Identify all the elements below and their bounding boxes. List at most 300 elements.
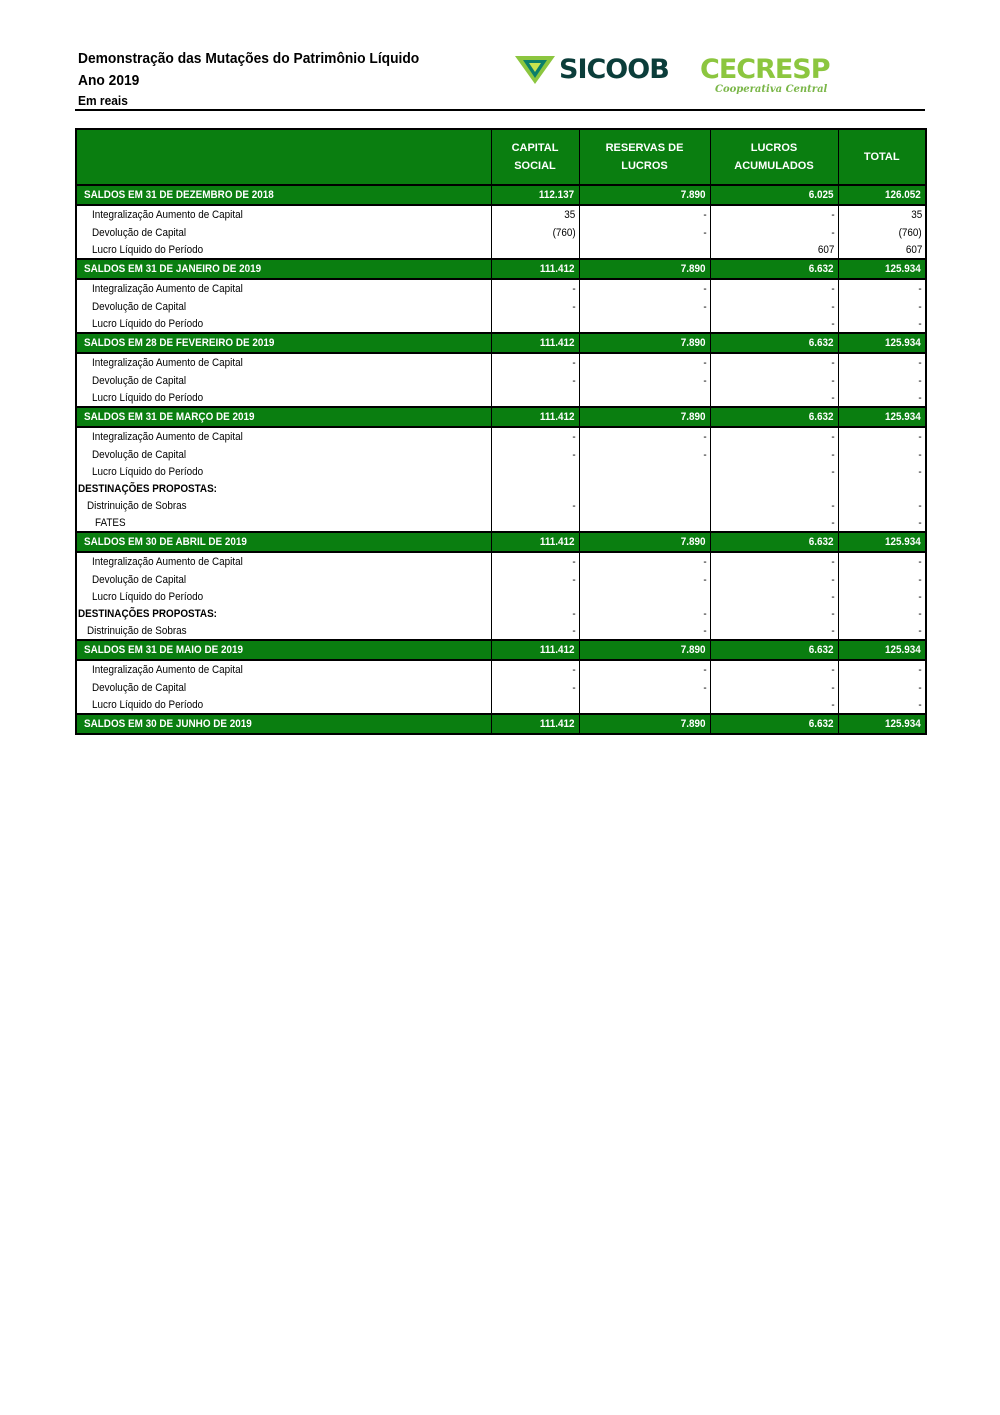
balance-value-text: 6.632 — [808, 718, 834, 730]
balance-value-text: 6.632 — [808, 644, 834, 656]
movement-value-text: - — [918, 573, 922, 586]
balance-value-text: 112.137 — [539, 189, 575, 201]
balance-row — [76, 259, 926, 279]
movement-value-text: - — [831, 698, 835, 711]
movement-value-text: 607 — [817, 243, 835, 256]
movement-value — [491, 622, 579, 640]
movement-label — [76, 497, 491, 514]
balance-value — [579, 407, 710, 427]
movement-value-text: - — [831, 624, 835, 637]
movement-value-text: (760) — [898, 226, 922, 239]
movement-value-text: - — [918, 448, 922, 461]
logo-tagline: Cooperativa Central — [715, 84, 828, 95]
movement-value — [710, 372, 838, 389]
movement-value — [579, 696, 710, 714]
movement-value-text: 35 — [910, 209, 922, 221]
balance-row — [76, 407, 926, 427]
movement-value — [491, 224, 579, 241]
movement-value-text: - — [831, 465, 835, 478]
movement-label — [76, 622, 491, 640]
movement-value-text: - — [831, 664, 835, 676]
movement-value — [838, 497, 926, 514]
movement-label — [76, 514, 491, 532]
movement-value-text: - — [918, 431, 922, 443]
column-header-line: TOTAL — [863, 151, 900, 163]
movement-value — [710, 660, 838, 679]
movement-value — [710, 241, 838, 259]
movement-label-text: Devolução de Capital — [92, 300, 187, 313]
movement-label — [76, 480, 491, 497]
movement-value — [710, 315, 838, 333]
movement-value — [710, 514, 838, 532]
movement-value-text: - — [703, 607, 707, 620]
movement-label — [76, 446, 491, 463]
movement-value — [491, 427, 579, 446]
sicoob-cecresp-logo — [515, 52, 835, 102]
movement-row — [76, 315, 926, 333]
movement-label — [76, 315, 491, 333]
movement-value — [579, 679, 710, 696]
movement-value — [838, 372, 926, 389]
balance-value — [838, 407, 926, 427]
movement-value-text: - — [831, 431, 835, 443]
movement-value — [579, 389, 710, 407]
movement-value-text: 35 — [564, 209, 576, 221]
movement-value — [838, 660, 926, 679]
balance-value-text: 7.890 — [680, 718, 706, 730]
balance-value — [579, 333, 710, 353]
movement-value — [710, 205, 838, 224]
movement-value — [579, 372, 710, 389]
movement-label-text: Distrinuição de Sobras — [87, 499, 187, 512]
balance-label — [76, 714, 491, 734]
balance-row — [76, 714, 926, 734]
movement-value-text: - — [703, 431, 707, 443]
balance-label — [76, 407, 491, 427]
movement-value — [838, 514, 926, 532]
movement-label — [76, 552, 491, 571]
movement-value — [579, 622, 710, 640]
movement-value — [579, 224, 710, 241]
movement-value-text: - — [831, 226, 835, 239]
column-header — [710, 129, 838, 185]
movement-row — [76, 497, 926, 514]
movement-value — [491, 679, 579, 696]
balance-value-text: 7.890 — [680, 189, 706, 201]
balance-value-text: 111.412 — [539, 644, 575, 656]
balance-value — [491, 185, 579, 205]
balance-label — [76, 259, 491, 279]
column-header — [579, 129, 710, 185]
logo-entity: CECRESP — [700, 54, 830, 85]
movement-value — [579, 552, 710, 571]
balance-value-text: 7.890 — [680, 337, 706, 349]
balance-value-text: 126.052 — [885, 189, 921, 201]
movement-label-text: Devolução de Capital — [92, 448, 187, 461]
balance-value-text: 7.890 — [680, 263, 706, 275]
movement-value-text: - — [918, 556, 922, 568]
movement-label — [76, 205, 491, 224]
movement-label — [76, 241, 491, 259]
movement-value — [491, 389, 579, 407]
movement-value-text: - — [703, 624, 707, 637]
movement-value-text: - — [703, 374, 707, 387]
movement-value — [491, 315, 579, 333]
column-header-line: CAPITAL — [511, 142, 559, 154]
balance-value — [579, 640, 710, 660]
movement-row — [76, 241, 926, 259]
movement-value — [491, 298, 579, 315]
balance-value — [710, 532, 838, 552]
movement-value — [710, 480, 838, 497]
movement-value-text: - — [918, 374, 922, 387]
movement-value-text: (760) — [552, 226, 576, 239]
movement-value — [579, 463, 710, 480]
balance-value — [579, 185, 710, 205]
movement-label — [76, 696, 491, 714]
movement-value-text: - — [831, 317, 835, 330]
movement-value — [579, 241, 710, 259]
column-header-line: LUCROS — [750, 142, 798, 154]
balance-value-text: 6.632 — [808, 536, 834, 548]
movement-value-text: - — [918, 624, 922, 637]
balance-value-text: 125.934 — [885, 536, 921, 548]
movement-row — [76, 480, 926, 497]
movement-value-text: - — [831, 300, 835, 313]
balance-value — [710, 185, 838, 205]
movement-row — [76, 279, 926, 298]
balance-value-text: 125.934 — [885, 718, 921, 730]
movement-label — [76, 679, 491, 696]
balance-value-text: 125.934 — [885, 263, 921, 275]
movement-value — [491, 552, 579, 571]
balance-value — [710, 333, 838, 353]
movement-value — [838, 224, 926, 241]
movement-value — [579, 205, 710, 224]
movement-value-text: - — [572, 607, 576, 620]
movement-value-text: - — [572, 573, 576, 586]
movement-value-text: - — [918, 698, 922, 711]
balance-label-text: SALDOS EM 30 DE JUNHO DE 2019 — [84, 718, 252, 730]
movement-value-text: - — [918, 317, 922, 330]
movement-value-text: - — [831, 590, 835, 603]
movement-row — [76, 679, 926, 696]
movement-value — [710, 622, 838, 640]
movement-row — [76, 660, 926, 679]
movement-value-text: - — [918, 465, 922, 478]
balance-label-text: SALDOS EM 31 DE MAIO DE 2019 — [84, 644, 244, 656]
movement-value — [838, 588, 926, 605]
balance-row — [76, 532, 926, 552]
equity-statement-table — [75, 128, 927, 735]
balance-label — [76, 532, 491, 552]
movement-value — [838, 353, 926, 372]
movement-label-text: Lucro Líquido do Período — [92, 465, 204, 478]
movement-value — [710, 389, 838, 407]
balance-label — [76, 185, 491, 205]
movement-value-text: - — [572, 374, 576, 387]
movement-value — [579, 588, 710, 605]
movement-value-text: - — [918, 590, 922, 603]
balance-value-text: 7.890 — [680, 411, 706, 423]
movement-row — [76, 622, 926, 640]
balance-label-text: SALDOS EM 30 DE ABRIL DE 2019 — [84, 536, 247, 548]
movement-value — [491, 446, 579, 463]
movement-label-text: Lucro Líquido do Período — [92, 590, 204, 603]
movement-value-text: - — [703, 556, 707, 568]
movement-value — [710, 353, 838, 372]
balance-value — [838, 532, 926, 552]
balance-value — [838, 259, 926, 279]
balance-value — [710, 714, 838, 734]
balance-value — [491, 532, 579, 552]
movement-label — [76, 389, 491, 407]
movement-value — [710, 605, 838, 622]
balance-row — [76, 185, 926, 205]
balance-value — [838, 714, 926, 734]
movement-value — [491, 571, 579, 588]
movement-row — [76, 298, 926, 315]
movement-value-text: - — [703, 357, 707, 369]
movement-value-text: - — [918, 607, 922, 620]
movement-value — [491, 497, 579, 514]
movement-value — [579, 571, 710, 588]
movement-value-text: - — [831, 448, 835, 461]
movement-value — [710, 679, 838, 696]
balance-value — [710, 640, 838, 660]
movement-value — [579, 605, 710, 622]
movement-value-text: - — [703, 448, 707, 461]
movement-value — [710, 279, 838, 298]
movement-value-text: - — [831, 607, 835, 620]
balance-value — [491, 259, 579, 279]
movement-value — [491, 588, 579, 605]
logo-brand: SICOOB — [559, 54, 669, 85]
balance-value-text: 125.934 — [885, 644, 921, 656]
movement-label-text: Devolução de Capital — [92, 374, 187, 387]
movement-value — [838, 298, 926, 315]
movement-value-text: - — [831, 499, 835, 512]
movement-value-text: - — [703, 664, 707, 676]
movement-label — [76, 463, 491, 480]
column-header-line: SOCIAL — [514, 160, 556, 172]
balance-value-text: 6.632 — [808, 411, 834, 423]
movement-value-text: - — [572, 681, 576, 694]
movement-value — [491, 660, 579, 679]
movement-value — [838, 679, 926, 696]
movement-row — [76, 446, 926, 463]
movement-value — [579, 497, 710, 514]
report-unit: Em reais — [78, 93, 128, 108]
balance-value — [491, 714, 579, 734]
balance-value-text: 6.632 — [808, 337, 834, 349]
balance-label-text: SALDOS EM 31 DE JANEIRO DE 2019 — [84, 263, 262, 275]
movement-value-text: - — [703, 681, 707, 694]
report-title: Demonstração das Mutações do Patrimônio Líquido — [78, 50, 420, 67]
movement-value — [710, 696, 838, 714]
movement-value — [710, 552, 838, 571]
movement-value — [491, 279, 579, 298]
movement-value — [710, 463, 838, 480]
movement-label-text: Integralização Aumento de Capital — [92, 283, 243, 295]
movement-value — [838, 605, 926, 622]
movement-label — [76, 224, 491, 241]
movement-value — [579, 660, 710, 679]
movement-value — [579, 427, 710, 446]
movement-value-text: - — [572, 300, 576, 313]
movement-row — [76, 205, 926, 224]
movement-value — [710, 588, 838, 605]
movement-value-text: - — [572, 357, 576, 369]
balance-value — [579, 532, 710, 552]
movement-value-text: - — [831, 283, 835, 295]
movement-value — [710, 446, 838, 463]
movement-value — [491, 205, 579, 224]
balance-value-text: 125.934 — [885, 337, 921, 349]
balance-value-text: 7.890 — [680, 536, 706, 548]
movement-value — [710, 427, 838, 446]
balance-label-text: SALDOS EM 31 DE MARÇO DE 2019 — [84, 411, 255, 423]
movement-row — [76, 427, 926, 446]
movement-value — [838, 279, 926, 298]
balance-row — [76, 333, 926, 353]
movement-value-text: - — [831, 209, 835, 221]
movement-value-text: - — [918, 357, 922, 369]
movement-value-text: - — [572, 499, 576, 512]
balance-value — [838, 185, 926, 205]
balance-value-text: 6.632 — [808, 263, 834, 275]
column-header-row — [76, 129, 926, 185]
movement-value — [579, 446, 710, 463]
movement-value — [710, 497, 838, 514]
movement-value — [579, 315, 710, 333]
balance-value — [710, 259, 838, 279]
movement-row — [76, 588, 926, 605]
movement-label — [76, 372, 491, 389]
movement-row — [76, 389, 926, 407]
movement-value — [838, 552, 926, 571]
movement-label — [76, 588, 491, 605]
movement-label-text: Distrinuição de Sobras — [87, 624, 187, 637]
balance-value-text: 111.412 — [539, 411, 575, 423]
movement-value — [838, 389, 926, 407]
balance-value — [491, 333, 579, 353]
movement-value — [838, 205, 926, 224]
balance-label-text: SALDOS EM 28 DE FEVEREIRO DE 2019 — [84, 337, 275, 349]
movement-value-text: - — [703, 283, 707, 295]
movement-value — [579, 514, 710, 532]
balance-value — [579, 259, 710, 279]
column-header-line: ACUMULADOS — [734, 160, 814, 172]
movement-value-text: - — [918, 681, 922, 694]
movement-value — [579, 279, 710, 298]
balance-row — [76, 640, 926, 660]
movement-value — [491, 480, 579, 497]
movement-label — [76, 279, 491, 298]
movement-value-text: - — [831, 374, 835, 387]
movement-label-text: Integralização Aumento de Capital — [92, 431, 243, 443]
movement-value — [838, 315, 926, 333]
movement-label-text: Devolução de Capital — [92, 681, 187, 694]
balance-value-text: 111.412 — [539, 718, 575, 730]
movement-value — [838, 427, 926, 446]
movement-row — [76, 552, 926, 571]
movement-row — [76, 372, 926, 389]
movement-value — [491, 372, 579, 389]
movement-label-text: Integralização Aumento de Capital — [92, 357, 243, 369]
movement-value-text: - — [572, 664, 576, 676]
report-year: Ano 2019 — [78, 72, 140, 89]
balance-value — [579, 714, 710, 734]
movement-value-text: - — [831, 556, 835, 568]
movement-label-text: DESTINAÇÕES PROPOSTAS: — [78, 482, 217, 495]
balance-label — [76, 640, 491, 660]
movement-value — [838, 696, 926, 714]
movement-label — [76, 571, 491, 588]
movement-value — [710, 224, 838, 241]
movement-value-text: - — [918, 499, 922, 512]
header-divider — [75, 109, 925, 111]
movement-label-text: Integralização Aumento de Capital — [92, 209, 243, 221]
movement-value-text: - — [831, 516, 835, 529]
movement-label-text: Lucro Líquido do Período — [92, 317, 204, 330]
movement-value — [491, 696, 579, 714]
movement-value-text: - — [918, 300, 922, 313]
movement-value-text: - — [918, 391, 922, 404]
movement-label-text: Integralização Aumento de Capital — [92, 664, 243, 676]
movement-label-text: Devolução de Capital — [92, 226, 187, 239]
balance-value — [491, 407, 579, 427]
balance-value-text: 111.412 — [539, 536, 575, 548]
movement-value — [491, 514, 579, 532]
movement-label-text: DESTINAÇÕES PROPOSTAS: — [78, 607, 217, 620]
movement-value — [491, 241, 579, 259]
balance-value-text: 6.025 — [808, 189, 834, 201]
movement-value — [838, 241, 926, 259]
column-header — [491, 129, 579, 185]
column-header-line: RESERVAS DE — [605, 142, 684, 154]
movement-value-text: - — [572, 448, 576, 461]
balance-label — [76, 333, 491, 353]
sicoob-emblem-icon — [515, 54, 555, 86]
movement-value-text: - — [831, 573, 835, 586]
movement-row — [76, 605, 926, 622]
movement-label — [76, 298, 491, 315]
movement-label-text: Lucro Líquido do Período — [92, 391, 204, 404]
movement-value-text: 607 — [905, 243, 922, 256]
balance-value-text: 7.890 — [680, 644, 706, 656]
movement-row — [76, 696, 926, 714]
movement-label-text: Integralização Aumento de Capital — [92, 556, 243, 568]
movement-label — [76, 353, 491, 372]
movement-value-text: - — [572, 556, 576, 568]
movement-value-text: - — [572, 431, 576, 443]
movement-row — [76, 463, 926, 480]
movement-value-text: - — [703, 226, 707, 239]
movement-value — [710, 571, 838, 588]
movement-value-text: - — [831, 681, 835, 694]
movement-row — [76, 224, 926, 241]
movement-value-text: - — [918, 664, 922, 676]
balance-label-text: SALDOS EM 31 DE DEZEMBRO DE 2018 — [84, 189, 274, 201]
movement-label — [76, 605, 491, 622]
balance-value — [491, 640, 579, 660]
balance-value — [838, 333, 926, 353]
movement-value-text: - — [572, 283, 576, 295]
movement-value-text: - — [831, 391, 835, 404]
movement-row — [76, 353, 926, 372]
balance-value — [838, 640, 926, 660]
